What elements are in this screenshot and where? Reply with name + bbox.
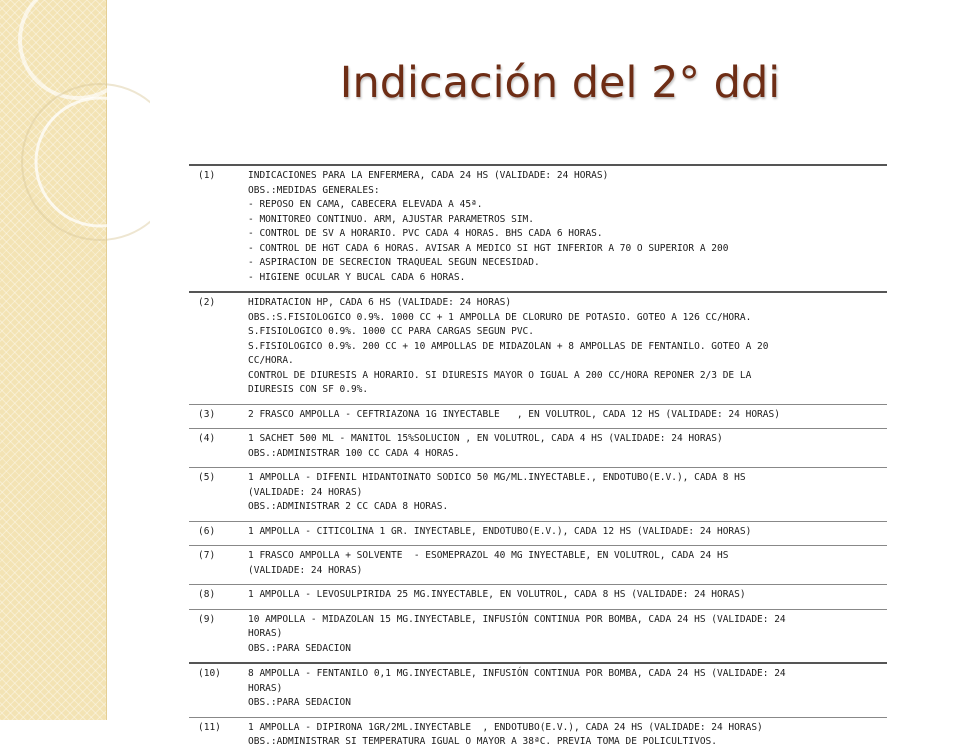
order-line: S.FISIOLOGICO 0.9%. 200 CC + 10 AMPOLLAS DE MIDAZOLAN + 8 AMPOLLAS DE FENTANILO. GOTEO A 20 bbox=[248, 340, 769, 352]
order-line: (VALIDADE: 24 HORAS) bbox=[248, 486, 363, 498]
order-line: 1 SACHET 500 ML - MANITOL 15%SOLUCION , EN VOLUTROL, CADA 4 HS (VALIDADE: 24 HORAS) bbox=[248, 433, 723, 444]
order-number: (1) bbox=[198, 170, 216, 181]
order-row bbox=[189, 428, 887, 467]
order-row bbox=[189, 467, 887, 521]
order-text bbox=[248, 588, 887, 603]
order-line: HORAS) bbox=[248, 682, 283, 694]
order-line: 8 AMPOLLA - FENTANILO 0,1 MG.INYECTABLE, INFUSIÓN CONTINUA POR BOMBA, CADA 24 HS (VALIDADE: 24 bbox=[248, 668, 786, 679]
order-line: - CONTROL DE SV A HORARIO. PVC CADA 4 HORAS. BHS CADA 6 HORAS. bbox=[248, 228, 603, 239]
order-line: OBS.:PARA SEDACION bbox=[248, 697, 351, 708]
order-line: OBS.:PARA SEDACION bbox=[248, 642, 351, 654]
order-row bbox=[189, 584, 887, 609]
order-line: 1 AMPOLLA - DIPIRONA 1GR/2ML.INYECTABLE , ENDOTUBO(E.V.), CADA 24 HS (VALIDADE: 24 HORAS) bbox=[248, 721, 763, 733]
order-line: OBS.:MEDIDAS GENERALES: bbox=[248, 184, 380, 196]
order-line: CONTROL DE DIURESIS A HORARIO. SI DIURESIS MAYOR O IGUAL A 200 CC/HORA REPONER 2/3 DE LA bbox=[248, 369, 752, 381]
order-line: - REPOSO EN CAMA, CABECERA ELEVADA A 45ª. bbox=[248, 199, 483, 210]
order-line: 2 FRASCO AMPOLLA - CEFTRIAZONA 1G INYECTABLE , EN VOLUTROL, CADA 12 HS (VALIDADE: 24 HORAS) bbox=[248, 408, 780, 420]
order-line: 1 AMPOLLA - LEVOSULPIRIDA 25 MG.INYECTABLE, EN VOLUTROL, CADA 8 HS (VALIDADE: 24 HORAS) bbox=[248, 589, 746, 600]
order-row bbox=[189, 521, 887, 546]
decorative-rings bbox=[0, 0, 150, 260]
order-row bbox=[189, 717, 887, 756]
order-line: (VALIDADE: 24 HORAS) bbox=[248, 564, 363, 576]
order-line: OBS.:ADMINISTRAR SI TEMPERATURA IGUAL O MAYOR A 38ªC. PREVIA TOMA DE POLICULTIVOS. bbox=[248, 736, 717, 747]
order-line: - ASPIRACION DE SECRECION TRAQUEAL SEGUN NECESIDAD. bbox=[248, 257, 540, 268]
order-text bbox=[248, 471, 887, 515]
order-line: 1 AMPOLLA - CITICOLINA 1 GR. INYECTABLE, ENDOTUBO(E.V.), CADA 12 HS (VALIDADE: 24 HORAS) bbox=[248, 525, 752, 537]
order-line: HORAS) bbox=[248, 628, 283, 639]
order-line: HIDRATACION HP, CADA 6 HS (VALIDADE: 24 HORAS) bbox=[248, 297, 512, 308]
order-text bbox=[248, 525, 887, 540]
order-line: - HIGIENE OCULAR Y BUCAL CADA 6 HORAS. bbox=[248, 271, 466, 283]
order-line: OBS.:S.FISIOLOGICO 0.9%. 1000 CC + 1 AMPOLLA DE CLORURO DE POTASIO. GOTEO A 126 CC/HORA. bbox=[248, 311, 752, 323]
order-number: (5) bbox=[198, 472, 216, 483]
order-row bbox=[189, 404, 887, 429]
order-row bbox=[189, 662, 887, 717]
order-line: OBS.:ADMINISTRAR 100 CC CADA 4 HORAS. bbox=[248, 447, 460, 459]
order-text bbox=[248, 408, 887, 423]
order-row bbox=[189, 164, 887, 291]
order-row bbox=[189, 609, 887, 663]
medical-orders-table bbox=[189, 164, 887, 756]
order-number: (2) bbox=[198, 297, 216, 308]
order-text bbox=[248, 432, 887, 461]
order-text bbox=[248, 169, 887, 285]
order-number: (9) bbox=[198, 613, 216, 625]
order-number: (10) bbox=[198, 668, 221, 679]
order-number: (3) bbox=[198, 408, 216, 420]
slide-title: Indicación del 2° ddi bbox=[339, 58, 781, 108]
order-row bbox=[189, 545, 887, 584]
order-number: (11) bbox=[198, 721, 221, 733]
order-row bbox=[189, 291, 887, 404]
order-number: (6) bbox=[198, 525, 216, 537]
order-line: S.FISIOLOGICO 0.9%. 1000 CC PARA CARGAS SEGUN PVC. bbox=[248, 326, 534, 337]
order-line: - CONTROL DE HGT CADA 6 HORAS. AVISAR A MEDICO SI HGT INFERIOR A 70 O SUPERIOR A 200 bbox=[248, 242, 729, 254]
order-text bbox=[248, 296, 887, 398]
order-line: 1 AMPOLLA - DIFENIL HIDANTOINATO SODICO 50 MG/ML.INYECTABLE., ENDOTUBO(E.V.), CADA 8 HS bbox=[248, 472, 746, 483]
order-text bbox=[248, 667, 887, 711]
order-text bbox=[248, 549, 887, 578]
order-line: - MONITOREO CONTINUO. ARM, AJUSTAR PARAMETROS SIM. bbox=[248, 213, 534, 225]
order-number: (7) bbox=[198, 550, 216, 561]
order-line: 10 AMPOLLA - MIDAZOLAN 15 MG.INYECTABLE, INFUSIÓN CONTINUA POR BOMBA, CADA 24 HS (VALIDADE: 24 bbox=[248, 613, 786, 625]
order-number: (4) bbox=[198, 433, 216, 444]
order-line: DIURESIS CON SF 0.9%. bbox=[248, 384, 369, 395]
order-line: 1 FRASCO AMPOLLA + SOLVENTE - ESOMEPRAZOL 40 MG INYECTABLE, EN VOLUTROL, CADA 24 HS bbox=[248, 550, 729, 561]
order-text bbox=[248, 613, 887, 657]
order-text bbox=[248, 721, 887, 750]
order-line: INDICACIONES PARA LA ENFERMERA, CADA 24 HS (VALIDADE: 24 HORAS) bbox=[248, 170, 609, 181]
order-line: OBS.:ADMINISTRAR 2 CC CADA 8 HORAS. bbox=[248, 501, 449, 512]
order-number: (8) bbox=[198, 589, 216, 600]
order-line: CC/HORA. bbox=[248, 355, 294, 366]
